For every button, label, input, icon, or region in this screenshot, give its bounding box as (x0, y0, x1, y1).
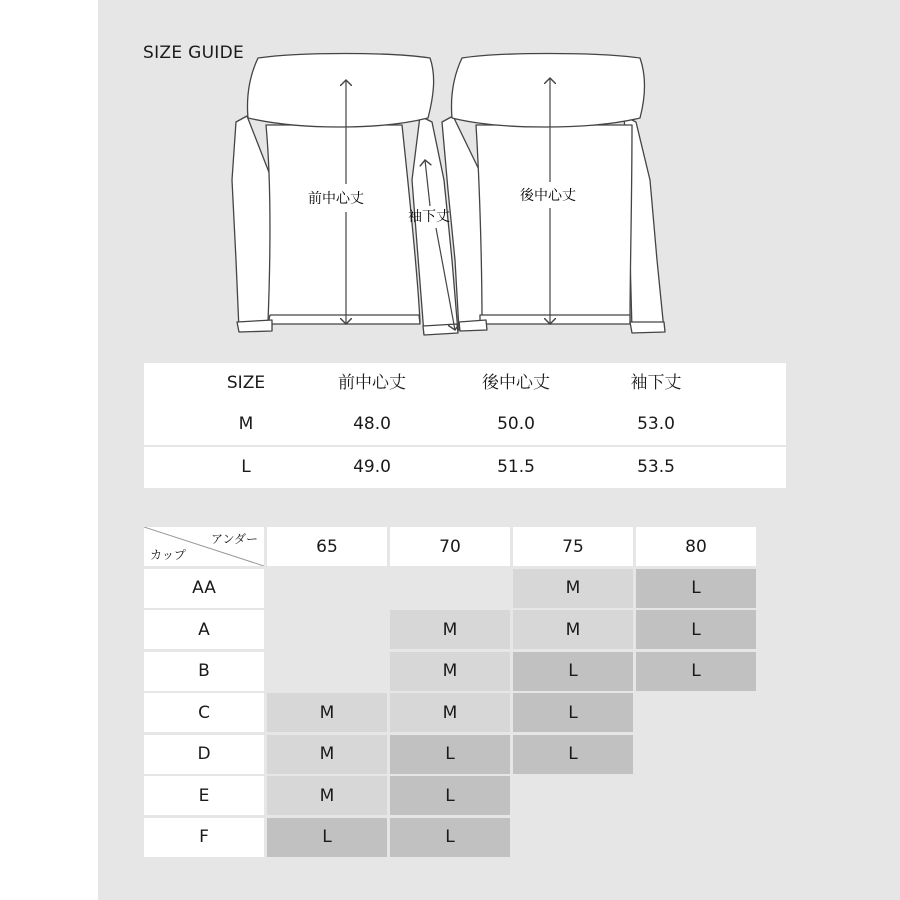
under-bust-column-header: 80 (636, 527, 756, 566)
garment-diagram (0, 0, 900, 360)
size-table-row (144, 447, 786, 488)
cup-label: カップ (150, 548, 186, 562)
sleeve-length-label: 袖下丈 (408, 209, 450, 225)
under-bust-column-header: 65 (267, 527, 387, 566)
back-length-label: 後中心丈 (520, 188, 576, 204)
row-sleeve-length: 53.0 (637, 414, 675, 434)
size-cell: L (513, 735, 633, 774)
row-back-length: 51.5 (497, 457, 535, 477)
row-size: M (238, 414, 254, 434)
row-front-length: 48.0 (353, 414, 391, 434)
under-bust-column-header: 75 (513, 527, 633, 566)
row-back-length: 50.0 (497, 414, 535, 434)
under-bust-label: アンダー (210, 532, 258, 546)
grid-corner-header (144, 527, 264, 566)
size-table-header-row (144, 363, 786, 404)
size-cell: L (636, 652, 756, 691)
page-title: SIZE GUIDE (143, 43, 245, 63)
size-cell: L (513, 693, 633, 732)
size-cell: L (390, 818, 510, 857)
cup-row-header: E (144, 776, 264, 815)
header-front-length: 前中心丈 (338, 373, 406, 393)
front-length-label: 前中心丈 (308, 191, 364, 207)
size-cell: L (390, 735, 510, 774)
cup-row-header: AA (144, 569, 264, 608)
row-sleeve-length: 53.5 (637, 457, 675, 477)
size-cell: M (390, 610, 510, 649)
row-size: L (241, 457, 251, 477)
size-cell: M (390, 693, 510, 732)
size-cell: M (267, 735, 387, 774)
size-cell: L (513, 652, 633, 691)
size-cell: M (513, 569, 633, 608)
cup-row-header: C (144, 693, 264, 732)
size-cell: M (390, 652, 510, 691)
row-front-length: 49.0 (353, 457, 391, 477)
header-size: SIZE (226, 373, 266, 393)
size-cell: L (390, 776, 510, 815)
header-back-length: 後中心丈 (482, 373, 550, 393)
size-cell: M (267, 776, 387, 815)
under-bust-column-header: 70 (390, 527, 510, 566)
size-cell: M (513, 610, 633, 649)
size-table-row (144, 404, 786, 445)
size-cell: L (267, 818, 387, 857)
header-sleeve-length: 袖下丈 (630, 373, 682, 393)
cup-row-header: F (144, 818, 264, 857)
cup-row-header: A (144, 610, 264, 649)
size-cell: M (267, 693, 387, 732)
size-cell: L (636, 610, 756, 649)
size-cell: L (636, 569, 756, 608)
cup-row-header: B (144, 652, 264, 691)
cup-row-header: D (144, 735, 264, 774)
